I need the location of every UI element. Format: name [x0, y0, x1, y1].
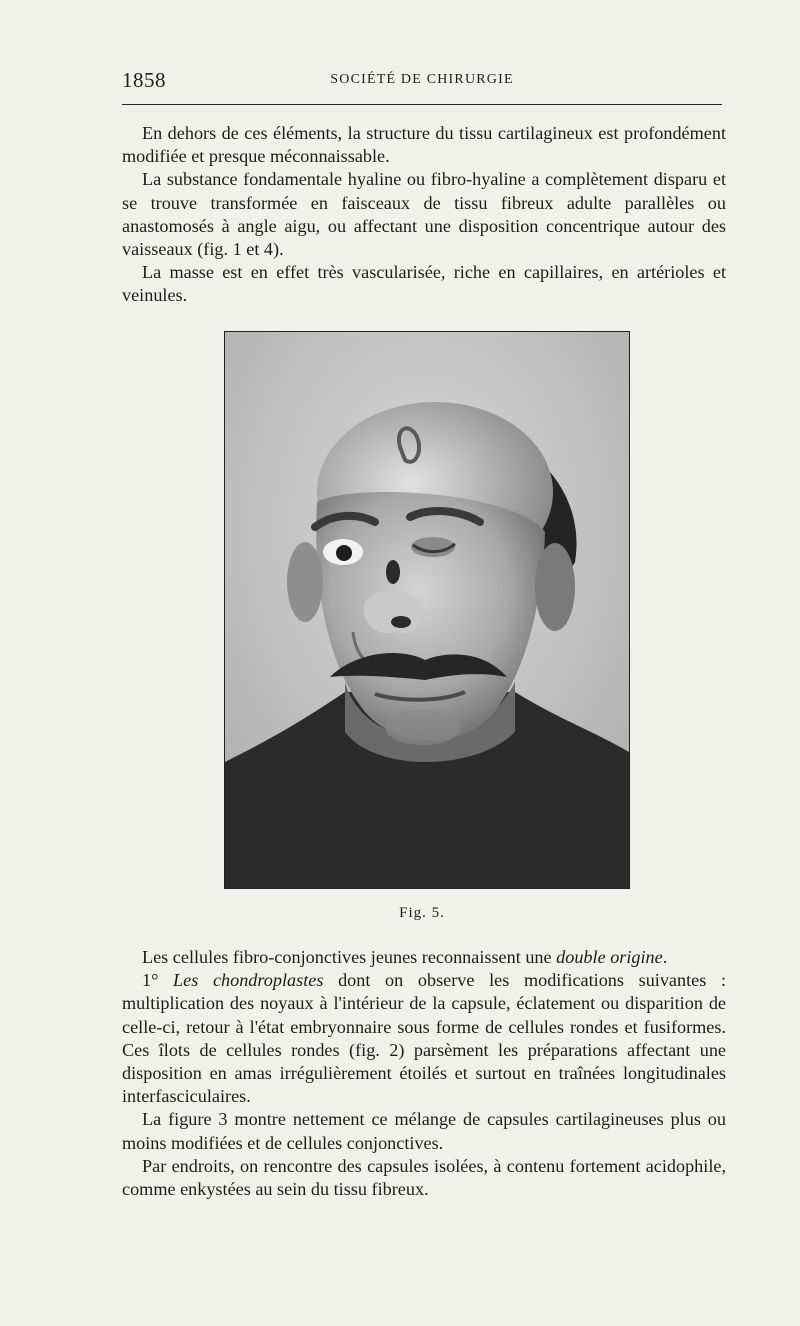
- text-block-top: [122, 122, 726, 308]
- text-block-bottom: [122, 946, 726, 1201]
- figure-caption: Fig. 5.: [399, 905, 445, 921]
- paragraph: [122, 969, 726, 1108]
- paragraph-text: 1°: [142, 970, 174, 991]
- paragraph: La masse est en effet très vascularisée, riche en capillaires, en artérioles et veinules.: [122, 262, 726, 306]
- paragraph-text: .: [662, 947, 668, 967]
- italic-term: Les chondroplastes: [173, 970, 324, 991]
- paragraph: La figure 3 montre nettement ce mélange de capsules cartilagineuses plus ou moins modifiées et de cellules conjonctives.: [122, 1109, 726, 1153]
- paragraph-text: dont on observe les modifications suivantes : multiplication des noyaux à l'intérieur de la capsule, éclatement ou disparition de celle-ci, retour à l'état embryonnaire sous forme de cellules rondes et fusiformes. Ces îlots de cellules rondes (fig. 2) parsèment les préparations affectant une disposition en amas irrégulièrement étoilés et surtout en traînées longitudinales interfasciculaires.: [122, 970, 727, 1107]
- paragraph: Par endroits, on rencontre des capsules isolées, à contenu fortement acidophile, comme enkystées au sein du tissu fibreux.: [122, 1155, 726, 1200]
- italic-term: double origine: [556, 947, 663, 967]
- paragraph-text: Les cellules fibro-conjonctives jeunes reconnaissent une: [142, 947, 557, 967]
- header-rule: [122, 104, 722, 105]
- portrait-photo: [225, 332, 629, 888]
- paragraph: [122, 946, 726, 969]
- page-header: [122, 62, 722, 102]
- running-head: SOCIÉTÉ DE CHIRURGIE: [330, 72, 514, 87]
- figure-photograph: [224, 331, 630, 889]
- paragraph: La substance fondamentale hyaline ou fibro-hyaline a complètement disparu et se trouve transformée en faisceaux de tissu fibreux adulte parallèles ou anastomosés à angle aigu, ou affectant une disposition concentrique autour des vaisseaux (fig. 1 et 4).: [122, 169, 726, 260]
- page-number: 1858: [122, 68, 166, 92]
- paragraph: En dehors de ces éléments, la structure du tissu cartilagineux est profondément modifiée et presque méconnaissable.: [122, 123, 726, 167]
